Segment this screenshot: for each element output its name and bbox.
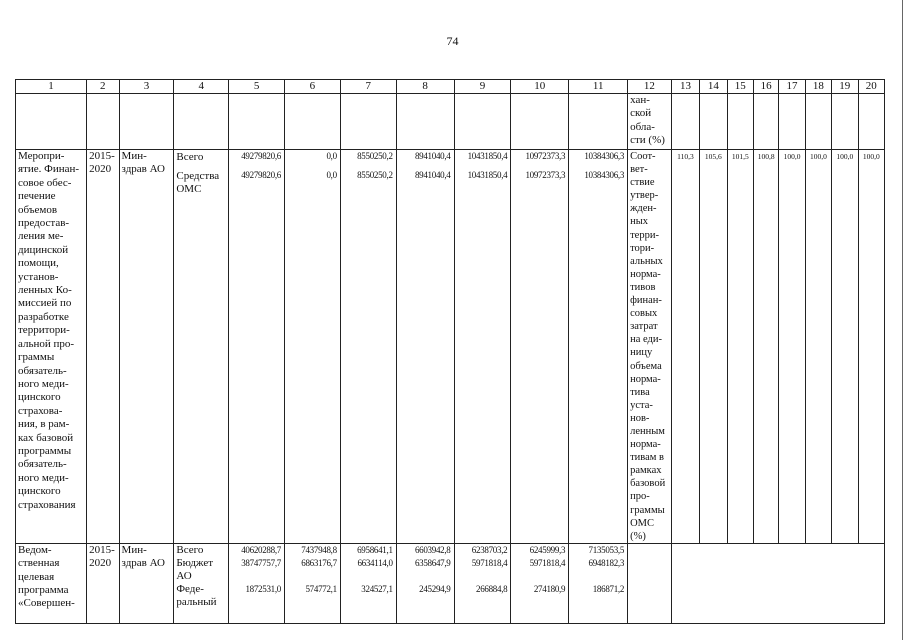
- col-header: 15: [727, 80, 753, 94]
- value-cell: 7135053,5 6948182,3 186871,2: [569, 543, 628, 623]
- source-cell: Всего Средства ОМС: [174, 150, 229, 544]
- target-cell: 100,0: [779, 150, 805, 544]
- value-cell: 6245999,3 5971818,4 274180,9: [511, 543, 569, 623]
- target-cell: 100,0: [832, 150, 858, 544]
- col-header: 4: [174, 80, 229, 94]
- col-header: 10: [511, 80, 569, 94]
- col-header: 20: [858, 80, 885, 94]
- col-header: 7: [340, 80, 396, 94]
- col-header: 12: [628, 80, 672, 94]
- value-cell: 49279820,6 49279820,6: [229, 150, 285, 544]
- value-cell: 10972373,3 10972373,3: [511, 150, 569, 544]
- target-cell: 105,6: [700, 150, 727, 544]
- col-header: 6: [285, 80, 341, 94]
- value-cell: 6238703,2 5971818,4 266884,8: [454, 543, 511, 623]
- value-cell: 6603942,8 6358647,9 245294,9: [396, 543, 454, 623]
- page-edge-line: [902, 0, 903, 640]
- table-row: [16, 543, 885, 623]
- col-header: 17: [779, 80, 805, 94]
- target-cell: 110,3: [671, 150, 699, 544]
- value-cell: 40620288,7 38747757,7 1872531,0: [229, 543, 285, 623]
- target-cell: 100,0: [805, 150, 831, 544]
- indicator-cell: хан- ской обла- сти (%): [628, 94, 672, 150]
- source-cell: Всего Бюджет АО Феде- ральный: [174, 543, 229, 623]
- value-cell: 6958641,1 6634114,0 324527,1: [340, 543, 396, 623]
- empty-target-cell: [671, 543, 884, 623]
- col-header: 1: [16, 80, 87, 94]
- col-header: 9: [454, 80, 511, 94]
- target-cell: 100,0: [858, 150, 885, 544]
- page-number: 74: [446, 34, 459, 48]
- period-cell: 2015- 2020: [87, 150, 119, 544]
- value-cell: 10384306,3 10384306,3: [569, 150, 628, 544]
- col-header: 8: [396, 80, 454, 94]
- header-row: [16, 80, 885, 94]
- col-header: 18: [805, 80, 831, 94]
- value-cell: 7437948,8 6863176,7 574772,1: [285, 543, 341, 623]
- target-cell: 100,8: [753, 150, 778, 544]
- col-header: 19: [832, 80, 858, 94]
- col-header: 14: [700, 80, 727, 94]
- period-cell: 2015- 2020: [87, 543, 119, 623]
- value-cell: 8550250,2 8550250,2: [340, 150, 396, 544]
- col-header: 13: [671, 80, 699, 94]
- target-cell: 101,5: [727, 150, 753, 544]
- col-header: 16: [753, 80, 778, 94]
- executor-cell: Мин- здрав АО: [119, 150, 174, 544]
- col-header: 11: [569, 80, 628, 94]
- budget-table: [15, 79, 885, 624]
- value-cell: 10431850,4 10431850,4: [454, 150, 511, 544]
- executor-cell: Мин- здрав АО: [119, 543, 174, 623]
- col-header: 3: [119, 80, 174, 94]
- value-cell: 0,0 0,0: [285, 150, 341, 544]
- activity-name: Меропри- ятие. Финан- совое обес- печение объемов предостав- ления ме- дицинской помощи, установ- ленных Ко- миссией по разработке территори- альной про- граммы обязатель- ного меди- цинского страхова- ния, в рам- ках базовой программы обязатель- ного меди- цинского страхования: [16, 150, 87, 544]
- value-cell: 8941040,4 8941040,4: [396, 150, 454, 544]
- table-row: [16, 150, 885, 544]
- continuation-row: [16, 94, 885, 150]
- activity-name: Ведом- ственная целевая программа «Совершен-: [16, 543, 87, 623]
- indicator-cell: Соот- вет- ствие утвер- жден- ных терри- тори- альных норма- тивов финан- совых затрат на еди- ницу объема норма- тива уста- нов- ленным норма- тивам в рамках базовой про- граммы ОМС (%): [628, 150, 672, 544]
- col-header: 5: [229, 80, 285, 94]
- col-header: 2: [87, 80, 119, 94]
